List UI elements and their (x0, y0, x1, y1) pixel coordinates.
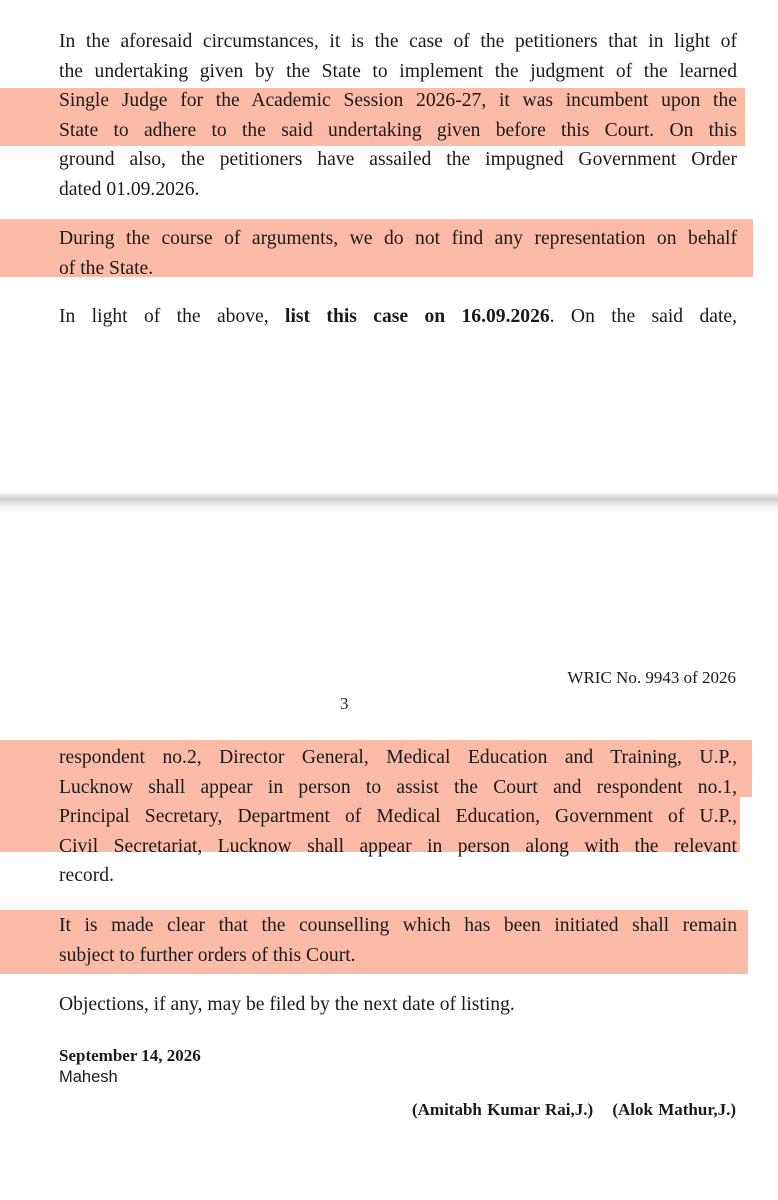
judges-signature-block (412, 1100, 736, 1120)
text-line: During the course of arguments, we do not find any representation on behalf (59, 228, 737, 249)
judge-name: (Amitabh Kumar Rai,J.) (411, 1100, 594, 1119)
page-separator (0, 492, 778, 512)
text-line: It is made clear that the counselling which has been initiated shall remain (59, 915, 737, 936)
text-line: the undertaking given by the State to implement the judgment of the learned (59, 60, 737, 82)
paragraph-objections (59, 990, 737, 1020)
text-line: subject to further orders of this Court. (59, 944, 356, 966)
paragraph-respondents (59, 743, 737, 891)
text-line: Principal Secretary, Department of Medical Education, Government of U.P., (59, 806, 737, 827)
paragraph-counselling (59, 911, 737, 970)
text-line: ground also, the petitioners have assailed the impugned Government Order (59, 149, 737, 170)
judge-name: (Alok Mathur,J.) (612, 1100, 736, 1119)
text-line: Lucknow shall appear in person to assist the Court and respondent no.1, (59, 776, 737, 798)
text-line (59, 302, 737, 332)
text-line: dated 01.09.2026. (59, 178, 200, 200)
text-line: State to adhere to the said undertaking given before this Court. On this (59, 119, 737, 141)
listing-date-bold: list this case on 16.09.2026 (285, 306, 550, 327)
order-date: September 14, 2026 (59, 1046, 201, 1065)
case-number: WRIC No. 9943 of 2026 (567, 668, 736, 687)
text-line: Single Judge for the Academic Session 2026-27, it was incumbent upon the (59, 90, 737, 111)
paragraph-listing (59, 302, 737, 332)
text-line: Objections, if any, may be filed by the next date of listing. (59, 994, 515, 1015)
text-line: of the State. (59, 257, 154, 279)
paragraph-arguments (59, 224, 737, 283)
text-line: Civil Secretariat, Lucknow shall appear in person along with the relevant (59, 835, 737, 857)
text-line: respondent no.2, Director General, Medical Education and Training, U.P., (59, 747, 737, 768)
text-line: In the aforesaid circumstances, it is the case of the petitioners that in light of (59, 31, 737, 52)
clerk-name: Mahesh (59, 1068, 118, 1086)
listing-prefix: In light of the above, (59, 306, 269, 327)
page-number: 3 (340, 694, 349, 713)
paragraph-circumstances (59, 27, 737, 204)
text-line: record. (59, 865, 114, 886)
listing-suffix: . On the said date, (549, 306, 737, 327)
